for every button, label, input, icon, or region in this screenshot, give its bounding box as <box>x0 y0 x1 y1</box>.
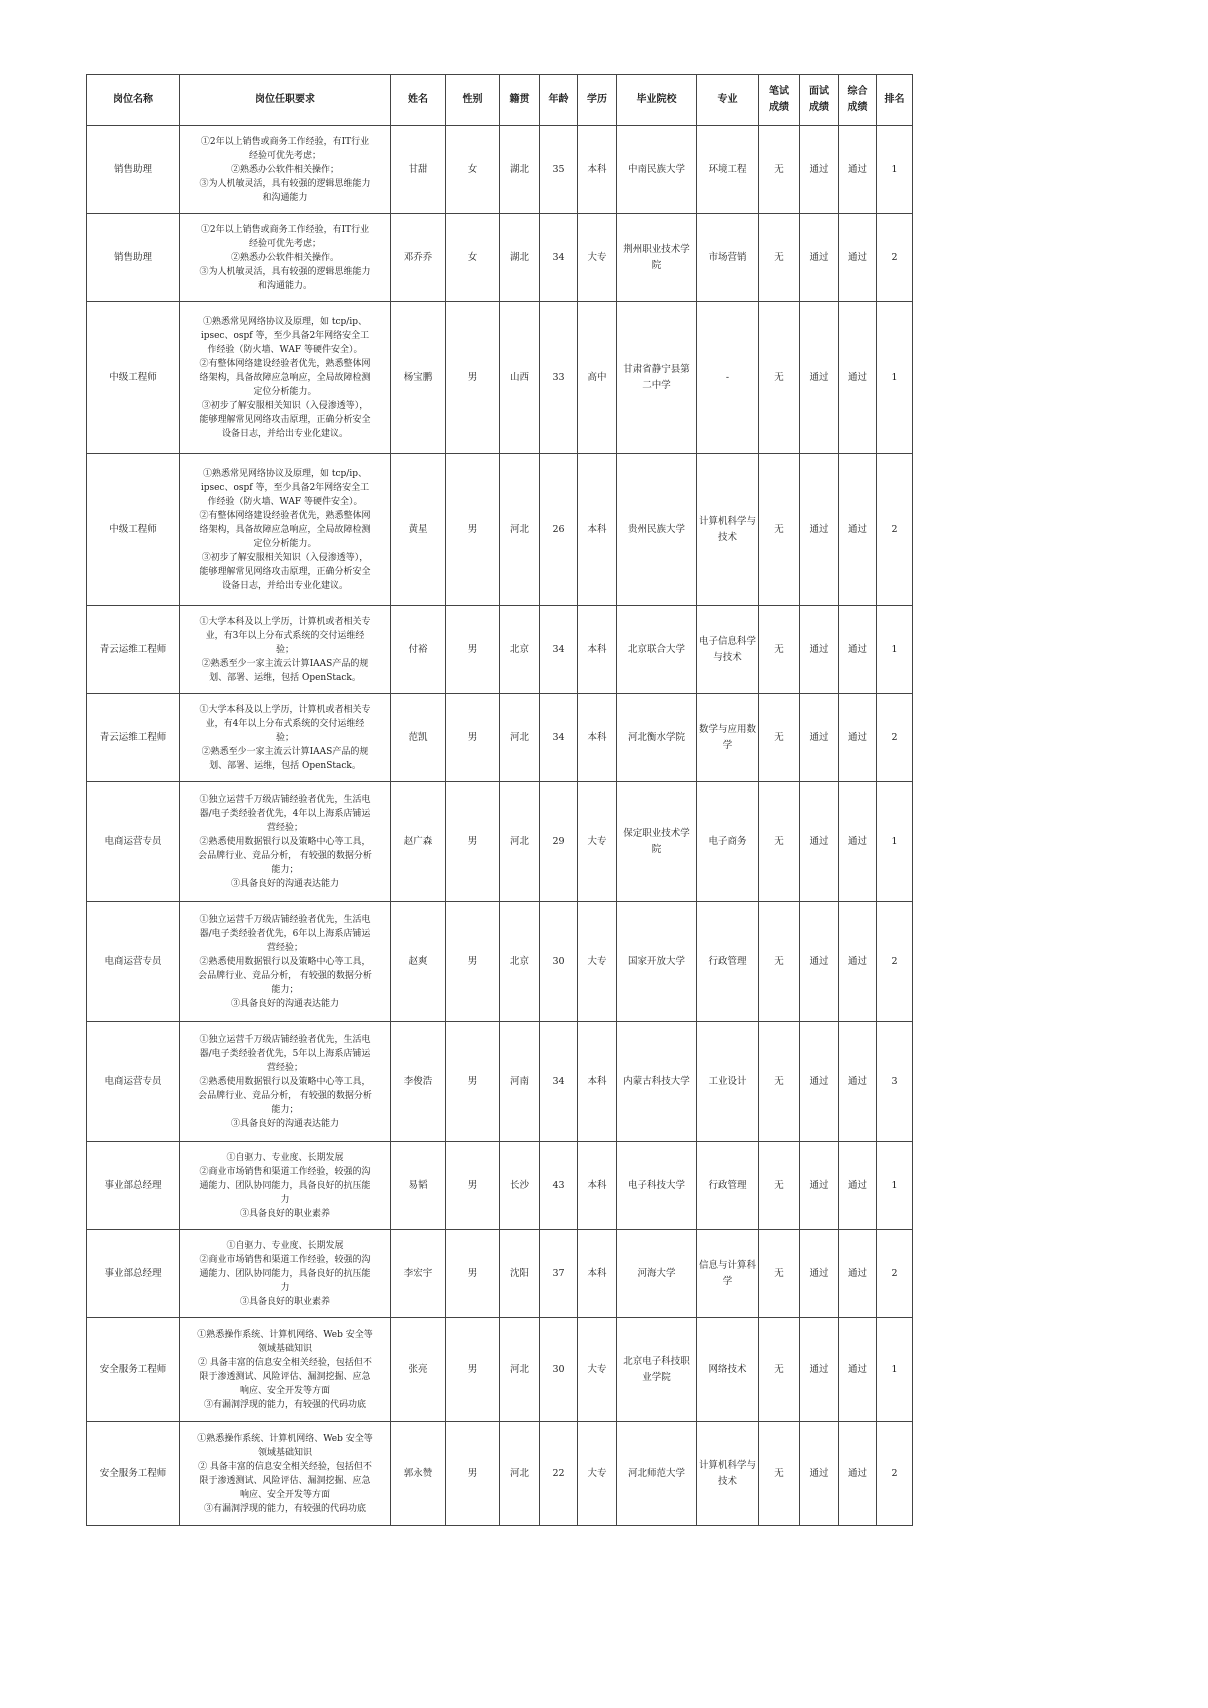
cell-major: 环境工程 <box>697 126 759 214</box>
cell-interview-score: 通过 <box>800 1142 839 1230</box>
cell-rank: 2 <box>877 694 913 782</box>
table-row <box>87 902 913 1022</box>
cell-school: 北京联合大学 <box>617 606 697 694</box>
cell-name: 范凯 <box>391 694 446 782</box>
cell-overall-score: 通过 <box>839 1142 877 1230</box>
requirement-line: 营经验； <box>266 822 303 833</box>
cell-name: 李宏宇 <box>391 1230 446 1318</box>
cell-age: 34 <box>540 214 578 302</box>
requirement-line: ①独立运营千万级店铺经验者优先，生活电 <box>199 794 371 805</box>
cell-overall-score: 通过 <box>839 302 877 454</box>
requirement-line: ③有漏洞浮现的能力，有较强的代码功底 <box>203 1399 366 1410</box>
requirement-line: 能够理解常见网络攻击原理，正确分析安全 <box>199 566 371 577</box>
requirement-line: 领域基础知识 <box>257 1447 312 1458</box>
cell-interview-score: 通过 <box>800 606 839 694</box>
cell-origin: 河北 <box>500 454 540 606</box>
requirement-line: ipsec、ospf 等，至少具备2年网络安全工 <box>200 482 370 493</box>
requirement-line: ①2年以上销售或商务工作经验，有IT行业 <box>200 224 370 235</box>
cell-name: 郭永赞 <box>391 1422 446 1526</box>
cell-education: 本科 <box>578 126 617 214</box>
cell-origin: 北京 <box>500 902 540 1022</box>
cell-interview-score: 通过 <box>800 1318 839 1422</box>
header-written-score: 笔试 成绩 <box>759 75 800 126</box>
cell-requirements <box>180 1318 391 1422</box>
cell-gender: 男 <box>446 1230 500 1318</box>
cell-position: 销售助理 <box>87 214 180 302</box>
requirement-line: 限于渗透测试、风险评估、漏洞挖掘、应急 <box>199 1475 371 1486</box>
cell-age: 43 <box>540 1142 578 1230</box>
cell-major: 计算机科学与技术 <box>697 1422 759 1526</box>
requirement-line: ①大学本科及以上学历，计算机或者相关专 <box>199 616 371 627</box>
cell-origin: 河北 <box>500 1422 540 1526</box>
cell-written-score: 无 <box>759 782 800 902</box>
cell-written-score: 无 <box>759 1230 800 1318</box>
requirement-line: ①独立运营千万级店铺经验者优先，生活电 <box>199 1034 371 1045</box>
requirement-line: ②有整体网络建设经验者优先，熟悉整体网 <box>199 358 371 369</box>
cell-gender: 男 <box>446 694 500 782</box>
cell-overall-score: 通过 <box>839 1318 877 1422</box>
requirement-line: ①自驱力、专业度、长期发展 <box>226 1152 344 1163</box>
requirement-line: 能力； <box>271 984 299 995</box>
cell-position: 销售助理 <box>87 126 180 214</box>
candidate-table <box>86 74 913 1526</box>
cell-major: 工业设计 <box>697 1022 759 1142</box>
requirement-line: ③为人机敏灵活，具有较强的逻辑思维能力 <box>199 178 371 189</box>
cell-written-score: 无 <box>759 454 800 606</box>
requirement-line: 经验可优先考虑； <box>248 150 321 161</box>
cell-interview-score: 通过 <box>800 1022 839 1142</box>
cell-education: 本科 <box>578 1142 617 1230</box>
cell-major: 数学与应用数学 <box>697 694 759 782</box>
requirement-line: 器/电子类经验者优先，4年以上海系店铺运 <box>199 808 371 819</box>
cell-position: 事业部总经理 <box>87 1142 180 1230</box>
requirement-line: 器/电子类经验者优先，5年以上海系店铺运 <box>199 1048 371 1059</box>
requirement-line: ②熟悉使用数据银行以及策略中心等工具， <box>199 956 371 967</box>
cell-school: 保定职业技术学院 <box>617 782 697 902</box>
cell-requirements <box>180 782 391 902</box>
cell-school: 中南民族大学 <box>617 126 697 214</box>
cell-gender: 男 <box>446 302 500 454</box>
requirement-line: 器/电子类经验者优先，6年以上海系店铺运 <box>199 928 371 939</box>
cell-school: 河北衡水学院 <box>617 694 697 782</box>
requirement-line: ipsec、ospf 等，至少具备2年网络安全工 <box>200 330 370 341</box>
header-requirements: 岗位任职要求 <box>180 75 391 126</box>
requirement-line: ①熟悉常见网络协议及原理，如 tcp/ip、 <box>203 316 367 327</box>
cell-education: 本科 <box>578 694 617 782</box>
requirement-line: ③具备良好的职业素养 <box>239 1296 330 1307</box>
requirement-line: 作经验（防火墙、WAF 等硬件安全）。 <box>207 496 363 507</box>
requirement-line: ①大学本科及以上学历，计算机或者相关专 <box>199 704 371 715</box>
cell-rank: 1 <box>877 1318 913 1422</box>
requirement-line: ②熟悉至少一家主流云计算IAAS产品的规 <box>201 658 369 669</box>
table-row <box>87 454 913 606</box>
requirement-line: ①熟悉操作系统、计算机网络、Web 安全等 <box>197 1433 373 1444</box>
cell-origin: 湖北 <box>500 214 540 302</box>
cell-interview-score: 通过 <box>800 1230 839 1318</box>
requirement-line: 划、部署、运维，包括 OpenStack。 <box>209 760 361 771</box>
cell-overall-score: 通过 <box>839 214 877 302</box>
cell-written-score: 无 <box>759 1022 800 1142</box>
cell-major: 市场营销 <box>697 214 759 302</box>
requirement-line: 会品牌行业、竞品分析， 有较强的数据分析 <box>198 850 372 861</box>
cell-requirements <box>180 1230 391 1318</box>
cell-name: 付裕 <box>391 606 446 694</box>
cell-age: 26 <box>540 454 578 606</box>
requirement-line: 通能力、团队协同能力，具备良好的抗压能 <box>199 1268 371 1279</box>
cell-name: 杨宝鹏 <box>391 302 446 454</box>
cell-position: 中级工程师 <box>87 454 180 606</box>
cell-interview-score: 通过 <box>800 214 839 302</box>
table-row <box>87 126 913 214</box>
cell-interview-score: 通过 <box>800 126 839 214</box>
cell-written-score: 无 <box>759 902 800 1022</box>
requirement-line: 力 <box>280 1282 290 1293</box>
requirement-line: ①2年以上销售或商务工作经验，有IT行业 <box>200 136 370 147</box>
cell-education: 本科 <box>578 454 617 606</box>
header-name: 姓名 <box>391 75 446 126</box>
cell-major: 电子商务 <box>697 782 759 902</box>
cell-school: 荆州职业技术学院 <box>617 214 697 302</box>
table-row <box>87 782 913 902</box>
cell-position: 青云运维工程师 <box>87 694 180 782</box>
requirement-line: 营经验； <box>266 1062 303 1073</box>
cell-requirements <box>180 1022 391 1142</box>
requirement-line: ③为人机敏灵活，具有较强的逻辑思维能力 <box>199 266 371 277</box>
requirement-line: 验； <box>275 644 294 655</box>
requirement-line: 力 <box>280 1194 290 1205</box>
cell-gender: 男 <box>446 1142 500 1230</box>
cell-origin: 河北 <box>500 1318 540 1422</box>
cell-name: 黄星 <box>391 454 446 606</box>
cell-written-score: 无 <box>759 1422 800 1526</box>
requirement-line: 设备日志，并给出专业化建议。 <box>221 428 348 439</box>
cell-age: 33 <box>540 302 578 454</box>
cell-requirements <box>180 902 391 1022</box>
header-position: 岗位名称 <box>87 75 180 126</box>
cell-origin: 北京 <box>500 606 540 694</box>
cell-written-score: 无 <box>759 302 800 454</box>
cell-written-score: 无 <box>759 1318 800 1422</box>
cell-major: 计算机科学与技术 <box>697 454 759 606</box>
cell-requirements <box>180 214 391 302</box>
cell-rank: 2 <box>877 454 913 606</box>
cell-school: 河海大学 <box>617 1230 697 1318</box>
cell-origin: 河北 <box>500 694 540 782</box>
cell-position: 青云运维工程师 <box>87 606 180 694</box>
cell-rank: 1 <box>877 606 913 694</box>
requirement-line: ②有整体网络建设经验者优先，熟悉整体网 <box>199 510 371 521</box>
cell-rank: 2 <box>877 902 913 1022</box>
cell-school: 内蒙古科技大学 <box>617 1022 697 1142</box>
cell-age: 30 <box>540 902 578 1022</box>
cell-written-score: 无 <box>759 1142 800 1230</box>
cell-overall-score: 通过 <box>839 694 877 782</box>
cell-age: 34 <box>540 1022 578 1142</box>
table-row <box>87 694 913 782</box>
requirement-line: 会品牌行业、竞品分析， 有较强的数据分析 <box>198 970 372 981</box>
cell-name: 赵爽 <box>391 902 446 1022</box>
cell-name: 易韬 <box>391 1142 446 1230</box>
requirement-line: 设备日志，并给出专业化建议。 <box>221 580 348 591</box>
table-row <box>87 1022 913 1142</box>
cell-written-score: 无 <box>759 214 800 302</box>
cell-interview-score: 通过 <box>800 694 839 782</box>
requirement-line: 业，有3年以上分布式系统的交付运维经 <box>205 630 365 641</box>
cell-position: 事业部总经理 <box>87 1230 180 1318</box>
header-age: 年龄 <box>540 75 578 126</box>
table-row <box>87 1318 913 1422</box>
requirement-line: ②商业市场销售和渠道工作经验，较强的沟 <box>199 1166 371 1177</box>
cell-interview-score: 通过 <box>800 782 839 902</box>
requirement-line: ①自驱力、专业度、长期发展 <box>226 1240 344 1251</box>
requirement-line: 限于渗透测试、风险评估、漏洞挖掘、应急 <box>199 1371 371 1382</box>
requirement-line: 经验可优先考虑； <box>248 238 321 249</box>
requirement-line: 能力； <box>271 864 299 875</box>
requirement-line: ② 具备丰富的信息安全相关经验，包括但不 <box>198 1461 372 1472</box>
header-overall-score: 综合 成绩 <box>839 75 877 126</box>
table-row <box>87 302 913 454</box>
cell-gender: 男 <box>446 782 500 902</box>
requirement-line: 络架构，具备故障应急响应，全局故障检测 <box>199 524 371 535</box>
requirement-line: 和沟通能力 <box>262 192 308 203</box>
cell-rank: 3 <box>877 1022 913 1142</box>
header-major: 专业 <box>697 75 759 126</box>
requirement-line: 会品牌行业、竞品分析， 有较强的数据分析 <box>198 1090 372 1101</box>
requirement-line: 营经验； <box>266 942 303 953</box>
requirement-line: ②熟悉使用数据银行以及策略中心等工具， <box>199 1076 371 1087</box>
requirement-line: 络架构，具备故障应急响应，全局故障检测 <box>199 372 371 383</box>
table-row <box>87 1142 913 1230</box>
cell-gender: 女 <box>446 214 500 302</box>
cell-overall-score: 通过 <box>839 1230 877 1318</box>
requirement-line: 划、部署、运维，包括 OpenStack。 <box>209 672 361 683</box>
requirement-line: ③具备良好的沟通表达能力 <box>230 878 339 889</box>
cell-gender: 男 <box>446 1318 500 1422</box>
cell-origin: 河北 <box>500 782 540 902</box>
cell-age: 34 <box>540 606 578 694</box>
requirement-line: 能够理解常见网络攻击原理，正确分析安全 <box>199 414 371 425</box>
cell-written-score: 无 <box>759 126 800 214</box>
requirement-line: ②熟悉至少一家主流云计算IAAS产品的规 <box>201 746 369 757</box>
requirement-line: ①熟悉常见网络协议及原理，如 tcp/ip、 <box>203 468 367 479</box>
cell-school: 河北师范大学 <box>617 1422 697 1526</box>
cell-gender: 男 <box>446 902 500 1022</box>
cell-origin: 沈阳 <box>500 1230 540 1318</box>
cell-name: 李俊浩 <box>391 1022 446 1142</box>
requirement-line: ②熟悉办公软件相关操作； <box>230 164 339 175</box>
cell-major: 电子信息科学与技术 <box>697 606 759 694</box>
cell-education: 本科 <box>578 606 617 694</box>
requirement-line: ②商业市场销售和渠道工作经验，较强的沟 <box>199 1254 371 1265</box>
cell-age: 22 <box>540 1422 578 1526</box>
cell-interview-score: 通过 <box>800 902 839 1022</box>
cell-major: 信息与计算科学 <box>697 1230 759 1318</box>
requirement-line: 业，有4年以上分布式系统的交付运维经 <box>205 718 365 729</box>
requirement-line: 定位分析能力。 <box>253 538 317 549</box>
cell-education: 本科 <box>578 1022 617 1142</box>
header-row <box>87 75 913 126</box>
cell-education: 大专 <box>578 1422 617 1526</box>
cell-age: 29 <box>540 782 578 902</box>
table-row <box>87 606 913 694</box>
cell-overall-score: 通过 <box>839 606 877 694</box>
cell-name: 邓乔乔 <box>391 214 446 302</box>
cell-written-score: 无 <box>759 606 800 694</box>
requirement-line: 领域基础知识 <box>257 1343 312 1354</box>
header-gender: 性别 <box>446 75 500 126</box>
cell-education: 大专 <box>578 214 617 302</box>
cell-position: 电商运营专员 <box>87 902 180 1022</box>
cell-requirements <box>180 454 391 606</box>
cell-overall-score: 通过 <box>839 1022 877 1142</box>
cell-rank: 1 <box>877 1142 913 1230</box>
cell-overall-score: 通过 <box>839 126 877 214</box>
requirement-line: 通能力、团队协同能力，具备良好的抗压能 <box>199 1180 371 1191</box>
cell-major: 行政管理 <box>697 1142 759 1230</box>
table-row <box>87 1422 913 1526</box>
header-school: 毕业院校 <box>617 75 697 126</box>
cell-position: 安全服务工程师 <box>87 1318 180 1422</box>
cell-requirements <box>180 606 391 694</box>
cell-age: 37 <box>540 1230 578 1318</box>
cell-age: 34 <box>540 694 578 782</box>
requirement-line: ③初步了解安服相关知识（入侵渗透等）， <box>201 400 369 411</box>
requirement-line: ③有漏洞浮现的能力，有较强的代码功底 <box>203 1503 366 1514</box>
cell-written-score: 无 <box>759 694 800 782</box>
header-interview-score: 面试 成绩 <box>800 75 839 126</box>
cell-origin: 山西 <box>500 302 540 454</box>
header-rank: 排名 <box>877 75 913 126</box>
requirement-line: 作经验（防火墙、WAF 等硬件安全）。 <box>207 344 363 355</box>
cell-gender: 女 <box>446 126 500 214</box>
cell-education: 大专 <box>578 782 617 902</box>
requirement-line: ①独立运营千万级店铺经验者优先，生活电 <box>199 914 371 925</box>
cell-gender: 男 <box>446 454 500 606</box>
requirement-line: ② 具备丰富的信息安全相关经验，包括但不 <box>198 1357 372 1368</box>
cell-overall-score: 通过 <box>839 1422 877 1526</box>
cell-education: 大专 <box>578 1318 617 1422</box>
cell-gender: 男 <box>446 606 500 694</box>
cell-overall-score: 通过 <box>839 902 877 1022</box>
cell-school: 贵州民族大学 <box>617 454 697 606</box>
cell-major: 网络技术 <box>697 1318 759 1422</box>
cell-position: 安全服务工程师 <box>87 1422 180 1526</box>
cell-school: 北京电子科技职业学院 <box>617 1318 697 1422</box>
cell-school: 国家开放大学 <box>617 902 697 1022</box>
table-row <box>87 214 913 302</box>
cell-requirements <box>180 126 391 214</box>
cell-position: 电商运营专员 <box>87 782 180 902</box>
cell-gender: 男 <box>446 1022 500 1142</box>
cell-rank: 2 <box>877 1230 913 1318</box>
requirement-line: ②熟悉办公软件相关操作。 <box>230 252 339 263</box>
cell-rank: 1 <box>877 302 913 454</box>
cell-school: 电子科技大学 <box>617 1142 697 1230</box>
requirement-line: ③具备良好的职业素养 <box>239 1208 330 1219</box>
requirement-line: 定位分析能力。 <box>253 386 317 397</box>
cell-position: 中级工程师 <box>87 302 180 454</box>
cell-education: 本科 <box>578 1230 617 1318</box>
cell-requirements <box>180 302 391 454</box>
cell-name: 甘甜 <box>391 126 446 214</box>
requirement-line: 验； <box>275 732 294 743</box>
requirement-line: 响应、安全开发等方面 <box>239 1385 330 1396</box>
cell-interview-score: 通过 <box>800 302 839 454</box>
requirement-line: 响应、安全开发等方面 <box>239 1489 330 1500</box>
cell-position: 电商运营专员 <box>87 1022 180 1142</box>
cell-origin: 湖北 <box>500 126 540 214</box>
requirement-line: ①熟悉操作系统、计算机网络、Web 安全等 <box>197 1329 373 1340</box>
cell-rank: 1 <box>877 782 913 902</box>
requirement-line: ③初步了解安服相关知识（入侵渗透等）， <box>201 552 369 563</box>
cell-age: 30 <box>540 1318 578 1422</box>
cell-education: 高中 <box>578 302 617 454</box>
cell-major: 行政管理 <box>697 902 759 1022</box>
requirement-line: 和沟通能力。 <box>257 280 312 291</box>
cell-origin: 长沙 <box>500 1142 540 1230</box>
cell-name: 张亮 <box>391 1318 446 1422</box>
cell-origin: 河南 <box>500 1022 540 1142</box>
header-education: 学历 <box>578 75 617 126</box>
cell-interview-score: 通过 <box>800 454 839 606</box>
cell-rank: 2 <box>877 214 913 302</box>
requirement-line: ③具备良好的沟通表达能力 <box>230 1118 339 1129</box>
cell-interview-score: 通过 <box>800 1422 839 1526</box>
table-row <box>87 1230 913 1318</box>
cell-rank: 1 <box>877 126 913 214</box>
cell-education: 大专 <box>578 902 617 1022</box>
cell-requirements <box>180 694 391 782</box>
header-origin: 籍贯 <box>500 75 540 126</box>
requirement-line: ②熟悉使用数据银行以及策略中心等工具， <box>199 836 371 847</box>
requirement-line: 能力； <box>271 1104 299 1115</box>
cell-overall-score: 通过 <box>839 782 877 902</box>
cell-overall-score: 通过 <box>839 454 877 606</box>
requirement-line: ③具备良好的沟通表达能力 <box>230 998 339 1009</box>
cell-requirements <box>180 1142 391 1230</box>
cell-gender: 男 <box>446 1422 500 1526</box>
cell-age: 35 <box>540 126 578 214</box>
cell-school: 甘肃省静宁县第二中学 <box>617 302 697 454</box>
cell-requirements <box>180 1422 391 1526</box>
cell-major: - <box>697 302 759 454</box>
cell-name: 赵广森 <box>391 782 446 902</box>
cell-rank: 2 <box>877 1422 913 1526</box>
